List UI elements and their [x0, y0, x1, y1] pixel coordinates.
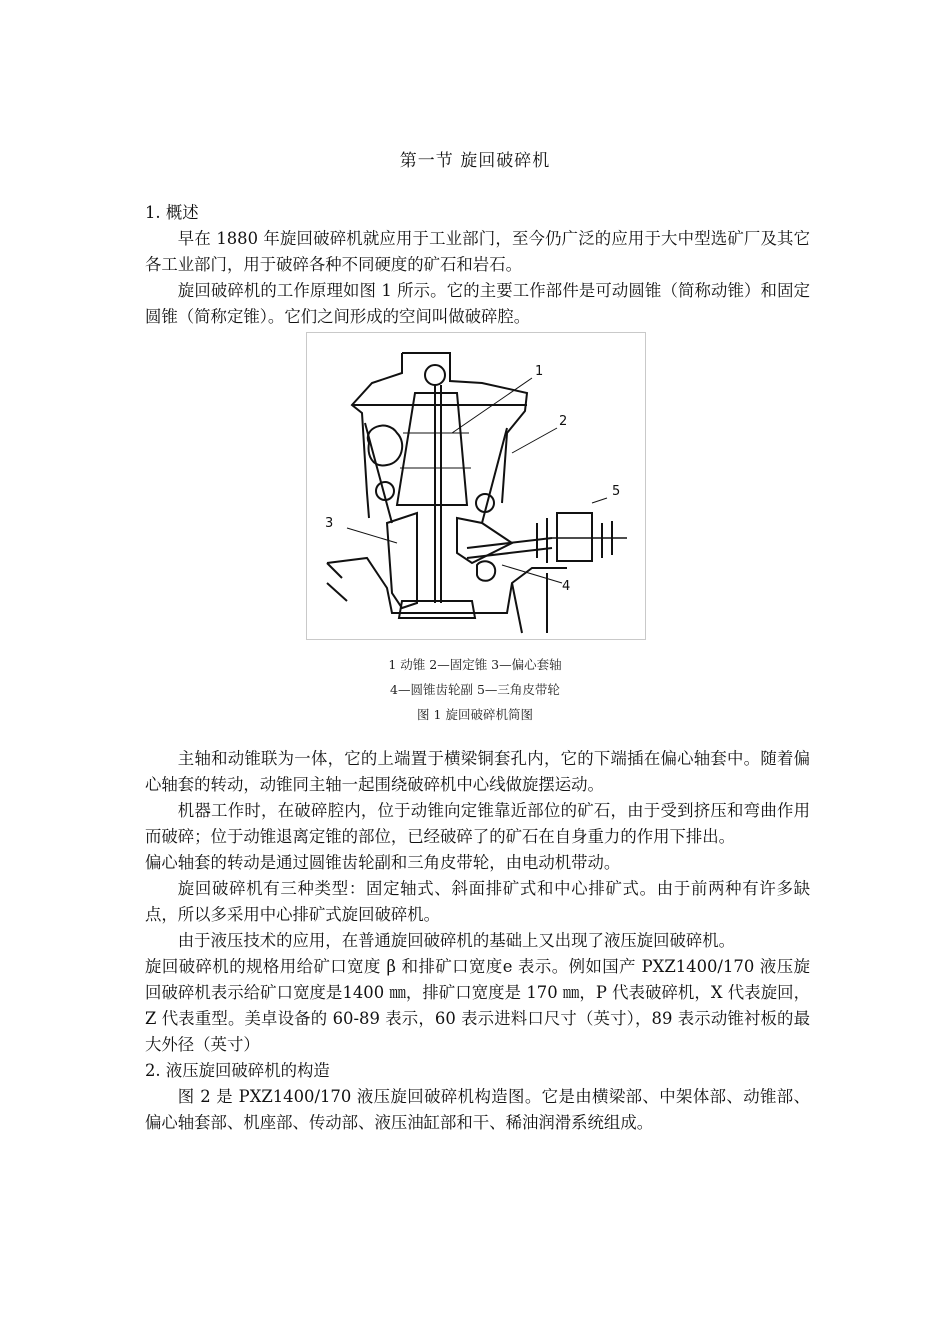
paragraph-operation: 机器工作时，在破碎腔内，位于动锥向定锥靠近部位的矿石，由于受到挤压和弯曲作用而破碎；位于动锥退离定锥的部位，已经破碎了的矿石在自身重力的作用下排出。 — [145, 801, 810, 846]
label-3: 3 — [325, 516, 334, 531]
section-1-heading: 1. 概述 — [145, 203, 199, 222]
figure-1-crusher-diagram — [306, 332, 646, 640]
paragraph-structure: 图 2 是 PXZ1400/170 液压旋回破碎机构造图。它是由横梁部、中架体部、动锥部、偏心轴套部、机座部、传动部、液压油缸部和干、稀油润滑系统组成。 — [145, 1087, 810, 1132]
body-text-continued — [145, 746, 810, 1136]
paragraph-drive: 偏心轴套的转动是通过圆锥齿轮副和三角皮带轮，由电动机带动。 — [145, 853, 621, 872]
label-1: 1 — [535, 364, 544, 379]
paragraph-overview-2: 旋回破碎机的工作原理如图 1 所示。它的主要工作部件是可动圆锥（简称动锥）和固定圆锥（简称定锥）。它们之间形成的空间叫做破碎腔。 — [145, 281, 810, 326]
crusher-schematic — [307, 333, 645, 639]
label-4: 4 — [562, 579, 571, 594]
paragraph-specification: 旋回破碎机的规格用给矿口宽度 β 和排矿口宽度e 表示。例如国产 PXZ1400/170 液压旋回破碎机表示给矿口宽度是1400 ㎜，排矿口宽度是 170 ㎜，P 代表破碎机，X 代表旋回，Z 代表重型。美卓设备的 60-89 表示，60 表示进料口尺寸（英寸），89 表示动锥衬板的最大外径（英寸） — [145, 957, 810, 1054]
section-1-text — [145, 200, 810, 330]
paragraph-types: 旋回破碎机有三种类型：固定轴式、斜面排矿式和中心排矿式。由于前两种有许多缺点，所以多采用中心排矿式旋回破碎机。 — [145, 879, 810, 924]
label-2: 2 — [559, 414, 568, 429]
figure-caption-legend-2: 4—圆锥齿轮副 5—三角皮带轮 — [390, 682, 560, 697]
paragraph-overview-1: 早在 1880 年旋回破碎机就应用于工业部门，至今仍广泛的应用于大中型选矿厂及其它各工业部门，用于破碎各种不同硬度的矿石和岩石。 — [145, 229, 810, 274]
paragraph-hydraulic: 由于液压技术的应用，在普通旋回破碎机的基础上又出现了液压旋回破碎机。 — [177, 931, 736, 950]
page-title: 第一节 旋回破碎机 — [399, 151, 551, 171]
figure-caption-legend-1: 1 动锥 2—固定锥 3—偏心套轴 — [388, 657, 562, 672]
section-2-heading: 2. 液压旋回破碎机的构造 — [145, 1061, 330, 1080]
figure-caption-title: 图 1 旋回破碎机简图 — [417, 707, 533, 722]
paragraph-shaft: 主轴和动锥联为一体，它的上端置于横梁铜套孔内，它的下端插在偏心轴套中。随着偏心轴套的转动，动锥同主轴一起围绕破碎机中心线做旋摆运动。 — [145, 749, 810, 794]
label-5: 5 — [612, 484, 621, 499]
